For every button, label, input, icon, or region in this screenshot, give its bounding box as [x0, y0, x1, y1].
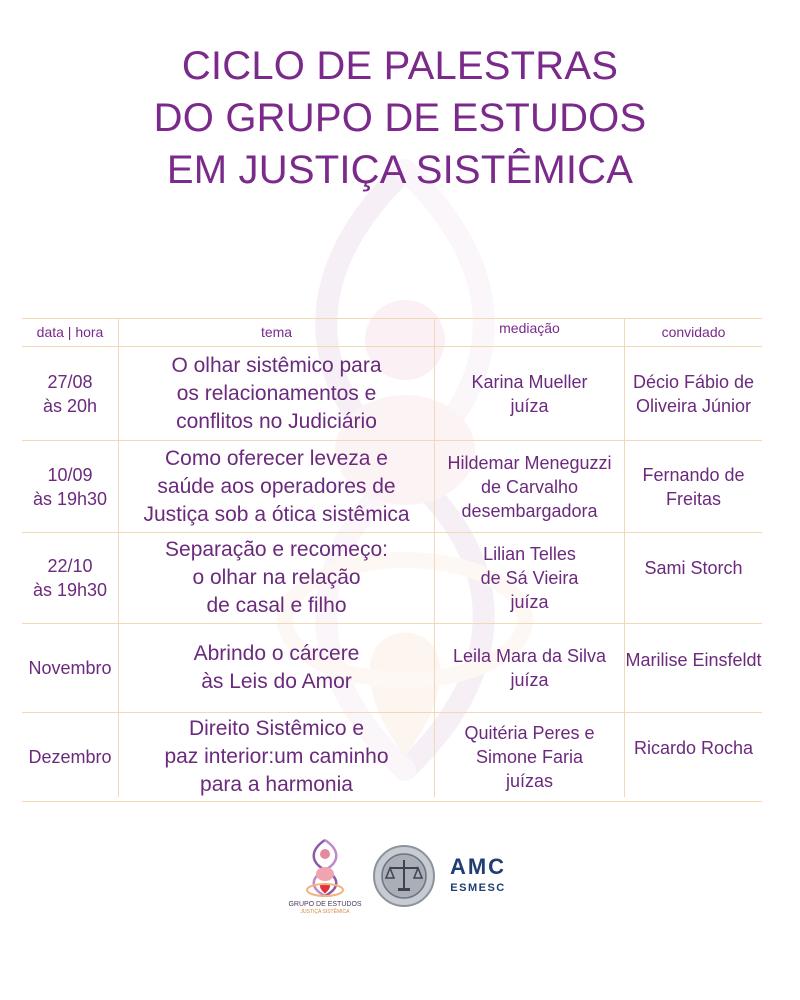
row-2-theme: Como oferecer leveza e saúde aos operadores de Justiça sob a ótica sistêmica — [143, 446, 410, 526]
row-4-date: Novembro — [28, 658, 112, 678]
row-4-guest: Marilise Einsfeldt — [625, 650, 762, 670]
row-5-mediation: Quitéria Peres e Simone Faria juízas — [464, 723, 595, 791]
grupo-estudos-logo — [280, 836, 370, 916]
row-2-date: 10/09 às 19h30 — [32, 464, 108, 509]
row-1-theme: O olhar sistêmico para os relacionamentos e conflitos no Judiciário — [171, 353, 382, 433]
row-1-mediation: Karina Mueller juíza — [471, 371, 588, 416]
title-line-1: CICLO DE PALESTRAS — [181, 44, 619, 88]
row-4-theme: Abrindo o cárcere às Leis do Amor — [193, 642, 360, 693]
page-title — [0, 40, 800, 196]
esmesc-label: ESMESC — [450, 882, 506, 894]
row-3-theme: Separação e recomeço: o olhar na relação de casal e filho — [165, 538, 388, 617]
header-theme: tema — [260, 324, 293, 340]
row-3-date: 22/10 às 19h30 — [32, 556, 108, 600]
row-5-guest: Ricardo Rocha — [633, 738, 754, 758]
header-mediation: mediação — [499, 320, 560, 336]
header-guest: convidado — [661, 324, 726, 340]
row-1-date: 27/08 às 20h — [42, 371, 98, 416]
row-2-guest: Fernando de Freitas — [642, 464, 745, 509]
row-4-mediation: Leila Mara da Silva juíza — [452, 646, 607, 690]
title-line-3: EM JUSTIÇA SISTÊMICA — [166, 148, 634, 192]
group-logo-line1: GRUPO DE ESTUDOS — [288, 901, 362, 908]
sponsor-logos — [280, 836, 520, 916]
table-rule — [22, 801, 762, 802]
row-3-mediation: Lilian Telles de Sá Vieira juíza — [480, 544, 579, 612]
row-2-mediation: Hildemar Meneguzzi de Carvalho desembargadora — [447, 452, 612, 521]
amc-label: AMC — [449, 854, 507, 879]
group-logo-line2: JUSTIÇA SISTÊMICA — [300, 909, 350, 915]
title-line-2: DO GRUPO DE ESTUDOS — [153, 96, 647, 140]
schedule-table — [22, 318, 762, 802]
row-5-date: Dezembro — [28, 747, 112, 767]
row-5-theme: Direito Sistêmico e paz interior:um caminho para a harmonia — [164, 717, 389, 796]
row-1-guest: Décio Fábio de Oliveira Júnior — [632, 371, 755, 416]
row-3-guest: Sami Storch — [644, 558, 743, 578]
amc-seal-logo — [372, 844, 436, 908]
header-date: data | hora — [36, 324, 104, 340]
